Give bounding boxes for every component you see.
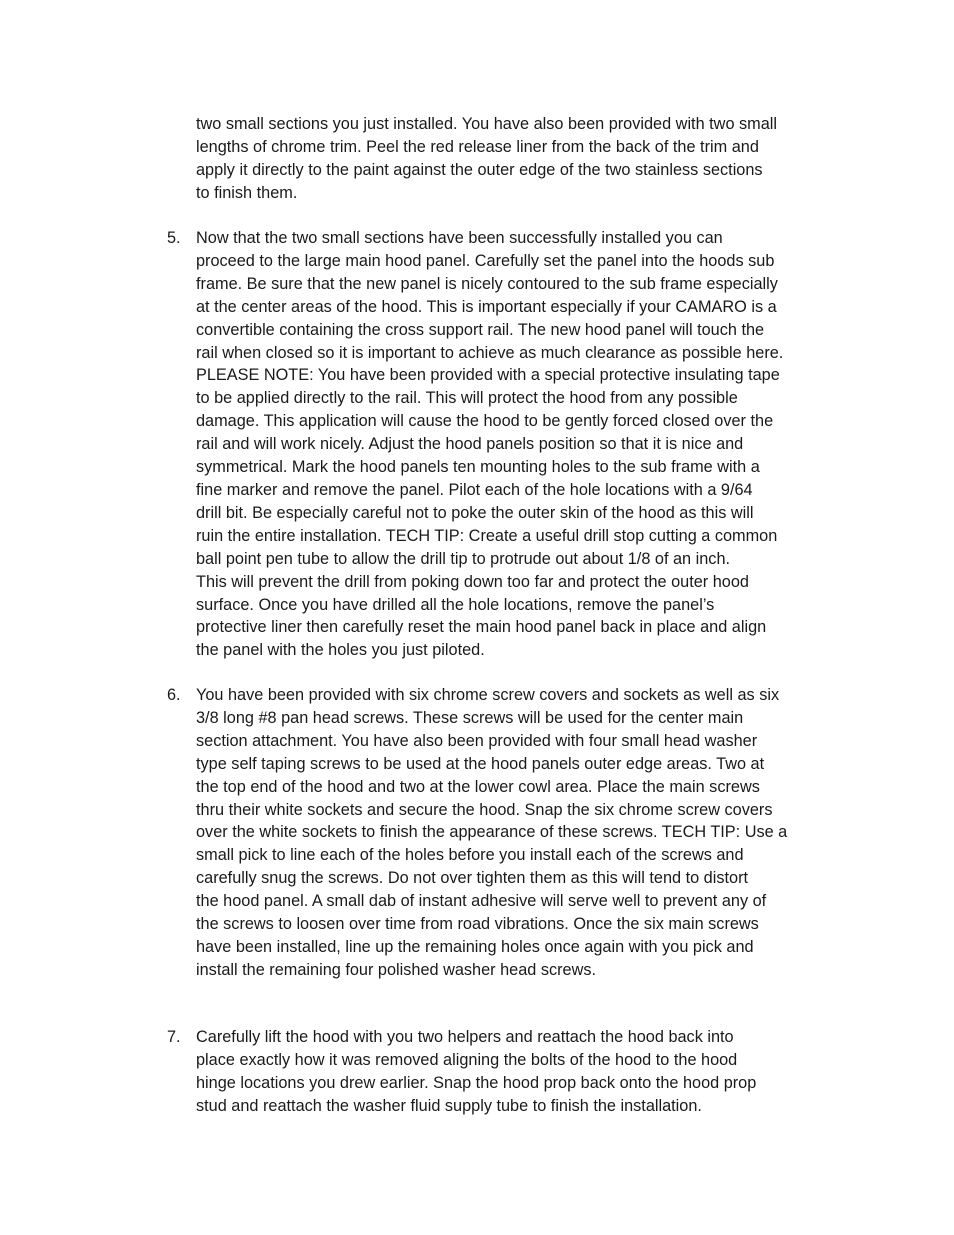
paragraph-line: rail when closed so it is important to achieve as much clearance as possible here.	[196, 343, 784, 362]
paragraph-line: to be applied directly to the rail. This will protect the hood from any possible	[196, 389, 738, 408]
paragraph-line: type self taping screws to be used at the hood panels outer edge areas. Two at	[196, 754, 765, 773]
paragraph-line: over the white sockets to finish the appearance of these screws. TECH TIP: Use a	[196, 823, 788, 842]
paragraph-line: damage. This application will cause the hood to be gently forced closed over the	[196, 412, 774, 431]
paragraph-line: the panel with the holes you just piloted.	[196, 641, 485, 660]
list-item-6-text	[196, 684, 818, 982]
paragraph-line: install the remaining four polished washer head screws.	[196, 960, 597, 979]
paragraph-line: two small sections you just installed. You have also been provided with two small	[196, 115, 778, 133]
paragraph-line: proceed to the large main hood panel. Carefully set the panel into the hoods sub	[196, 251, 775, 270]
list-item-5-text	[196, 227, 818, 662]
paragraph-line: fine marker and remove the panel. Pilot each of the hole locations with a 9/64	[196, 480, 753, 499]
paragraph-line: surface. Once you have drilled all the hole locations, remove the panel’s	[196, 595, 715, 614]
paragraph-line: rail and will work nicely. Adjust the hood panels position so that it is nice and	[196, 435, 744, 454]
list-item-number: 6.	[167, 686, 181, 704]
paragraph-line: have been installed, line up the remaining holes once again with you pick and	[196, 937, 754, 956]
paragraph-line: section attachment. You have also been provided with four small head washer	[196, 731, 758, 750]
paragraph-line: apply it directly to the paint against the outer edge of the two stainless sections	[196, 160, 763, 179]
paragraph-line: convertible containing the cross support rail. The new hood panel will touch the	[196, 320, 765, 339]
continuation-paragraph	[196, 113, 818, 205]
paragraph-line: Now that the two small sections have been successfully installed you can	[196, 229, 723, 247]
list-item-number: 5.	[167, 229, 181, 247]
paragraph-line: place exactly how it was removed aligning the bolts of the hood to the hood	[196, 1050, 738, 1069]
paragraph-line: at the center areas of the hood. This is important especially if your CAMARO is a	[196, 297, 777, 316]
paragraph-line: ruin the entire installation. TECH TIP: Create a useful drill stop cutting a common	[196, 526, 778, 545]
paragraph-line: symmetrical. Mark the hood panels ten mounting holes to the sub frame with a	[196, 458, 760, 477]
paragraph-line: small pick to line each of the holes before you install each of the screws and	[196, 846, 744, 865]
paragraph-line: the top end of the hood and two at the lower cowl area. Place the main screws	[196, 777, 760, 796]
paragraph-line: the screws to loosen over time from road vibrations. Once the six main screws	[196, 915, 759, 934]
paragraph-line: hinge locations you drew earlier. Snap the hood prop back onto the hood prop	[196, 1073, 757, 1092]
paragraph-line: PLEASE NOTE: You have been provided with a special protective insulating tape	[196, 366, 780, 385]
paragraph-line: frame. Be sure that the new panel is nicely contoured to the sub frame especially	[196, 274, 778, 293]
paragraph-line: protective liner then carefully reset the main hood panel back in place and align	[196, 618, 767, 637]
paragraph-line: drill bit. Be especially careful not to poke the outer skin of the hood as this will	[196, 503, 754, 522]
paragraph-line: 3/8 long #8 pan head screws. These screws will be used for the center main	[196, 708, 744, 727]
paragraph-line: lengths of chrome trim. Peel the red release liner from the back of the trim and	[196, 137, 759, 156]
paragraph-line: You have been provided with six chrome screw covers and sockets as well as six	[196, 686, 780, 704]
paragraph-line: the hood panel. A small dab of instant adhesive will serve well to prevent any of	[196, 892, 767, 911]
paragraph-line: Carefully lift the hood with you two helpers and reattach the hood back into	[196, 1028, 734, 1046]
paragraph-line: stud and reattach the washer fluid supply tube to finish the installation.	[196, 1096, 702, 1115]
paragraph-line: carefully snug the screws. Do not over tighten them as this will tend to distort	[196, 869, 749, 888]
paragraph-line: This will prevent the drill from poking down too far and protect the outer hood	[196, 572, 749, 591]
list-item-number: 7.	[167, 1028, 181, 1046]
paragraph-line: to finish them.	[196, 183, 298, 202]
paragraph-line: thru their white sockets and secure the hood. Snap the six chrome screw covers	[196, 800, 773, 819]
list-item-7-text	[196, 1026, 818, 1118]
paragraph-line: ball point pen tube to allow the drill tip to protrude out about 1/8 of an inch.	[196, 549, 731, 568]
